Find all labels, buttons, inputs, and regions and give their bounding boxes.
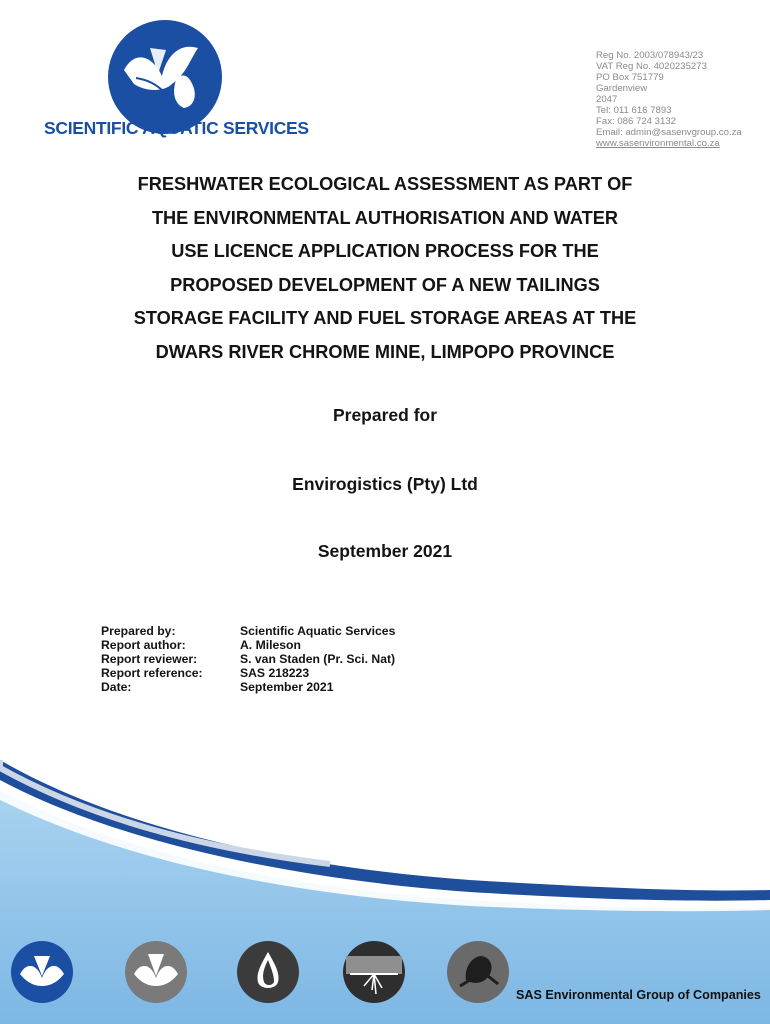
detail-label: Date: — [101, 680, 132, 694]
po-box: PO Box 751779 — [596, 72, 664, 83]
title-line: STORAGE FACILITY AND FUEL STORAGE AREAS AT THE — [133, 308, 637, 329]
title-line: PROPOSED DEVELOPMENT OF A NEW TAILINGS — [170, 274, 600, 295]
client-name: Envirogistics (Pty) Ltd — [292, 474, 478, 494]
logo-name: SCIENTIFIC AQUATIC SERVICES — [44, 118, 309, 138]
detail-value: SAS 218223 — [240, 666, 310, 680]
detail-value: September 2021 — [240, 680, 334, 694]
detail-row — [101, 624, 395, 638]
detail-row — [101, 638, 395, 652]
group-name: SAS Environmental Group of Companies — [516, 988, 761, 1002]
postal-code: 2047 — [596, 94, 618, 105]
report-details — [101, 624, 395, 694]
detail-label: Prepared by: — [101, 624, 176, 638]
detail-label: Report reviewer: — [101, 652, 198, 666]
email: Email: admin@sasenvgroup.co.za — [596, 127, 742, 138]
company-logo — [44, 18, 309, 148]
detail-value: Scientific Aquatic Services — [240, 624, 396, 638]
title-line: USE LICENCE APPLICATION PROCESS FOR THE — [171, 241, 599, 262]
detail-label: Report reference: — [101, 666, 203, 680]
detail-value: S. van Staden (Pr. Sci. Nat) — [240, 652, 396, 666]
title-line: FRESHWATER ECOLOGICAL ASSESSMENT AS PART OF — [137, 174, 633, 194]
vat-number: VAT Reg No. 4020235273 — [596, 61, 707, 72]
fax: Fax: 086 724 3132 — [596, 116, 677, 127]
detail-label: Report author: — [101, 638, 186, 652]
sas-lotus-grey-icon — [124, 940, 188, 1004]
title-line: THE ENVIRONMENTAL AUTHORISATION AND WATER — [151, 207, 619, 228]
prepared-for-label: Prepared for — [332, 405, 438, 425]
landscape-roots-icon — [342, 940, 406, 1004]
reg-number: Reg No. 2003/078943/23 — [596, 50, 704, 61]
detail-row — [101, 680, 395, 694]
telephone: Tel: 011 616 7893 — [596, 105, 672, 116]
detail-row — [101, 652, 395, 666]
title-line: DWARS RIVER CHROME MINE, LIMPOPO PROVINCE — [155, 341, 615, 362]
sas-lotus-icon — [10, 940, 74, 1004]
area: Gardenview — [596, 83, 648, 94]
report-title — [80, 168, 690, 370]
website-link[interactable]: www.sasenvironmental.co.za — [596, 138, 720, 149]
detail-value: A. Mileson — [240, 638, 301, 652]
water-drop-icon — [236, 940, 300, 1004]
report-date-heading: September 2021 — [317, 541, 453, 561]
detail-row — [101, 666, 395, 680]
contact-block — [596, 50, 766, 149]
frog-icon — [446, 940, 510, 1004]
